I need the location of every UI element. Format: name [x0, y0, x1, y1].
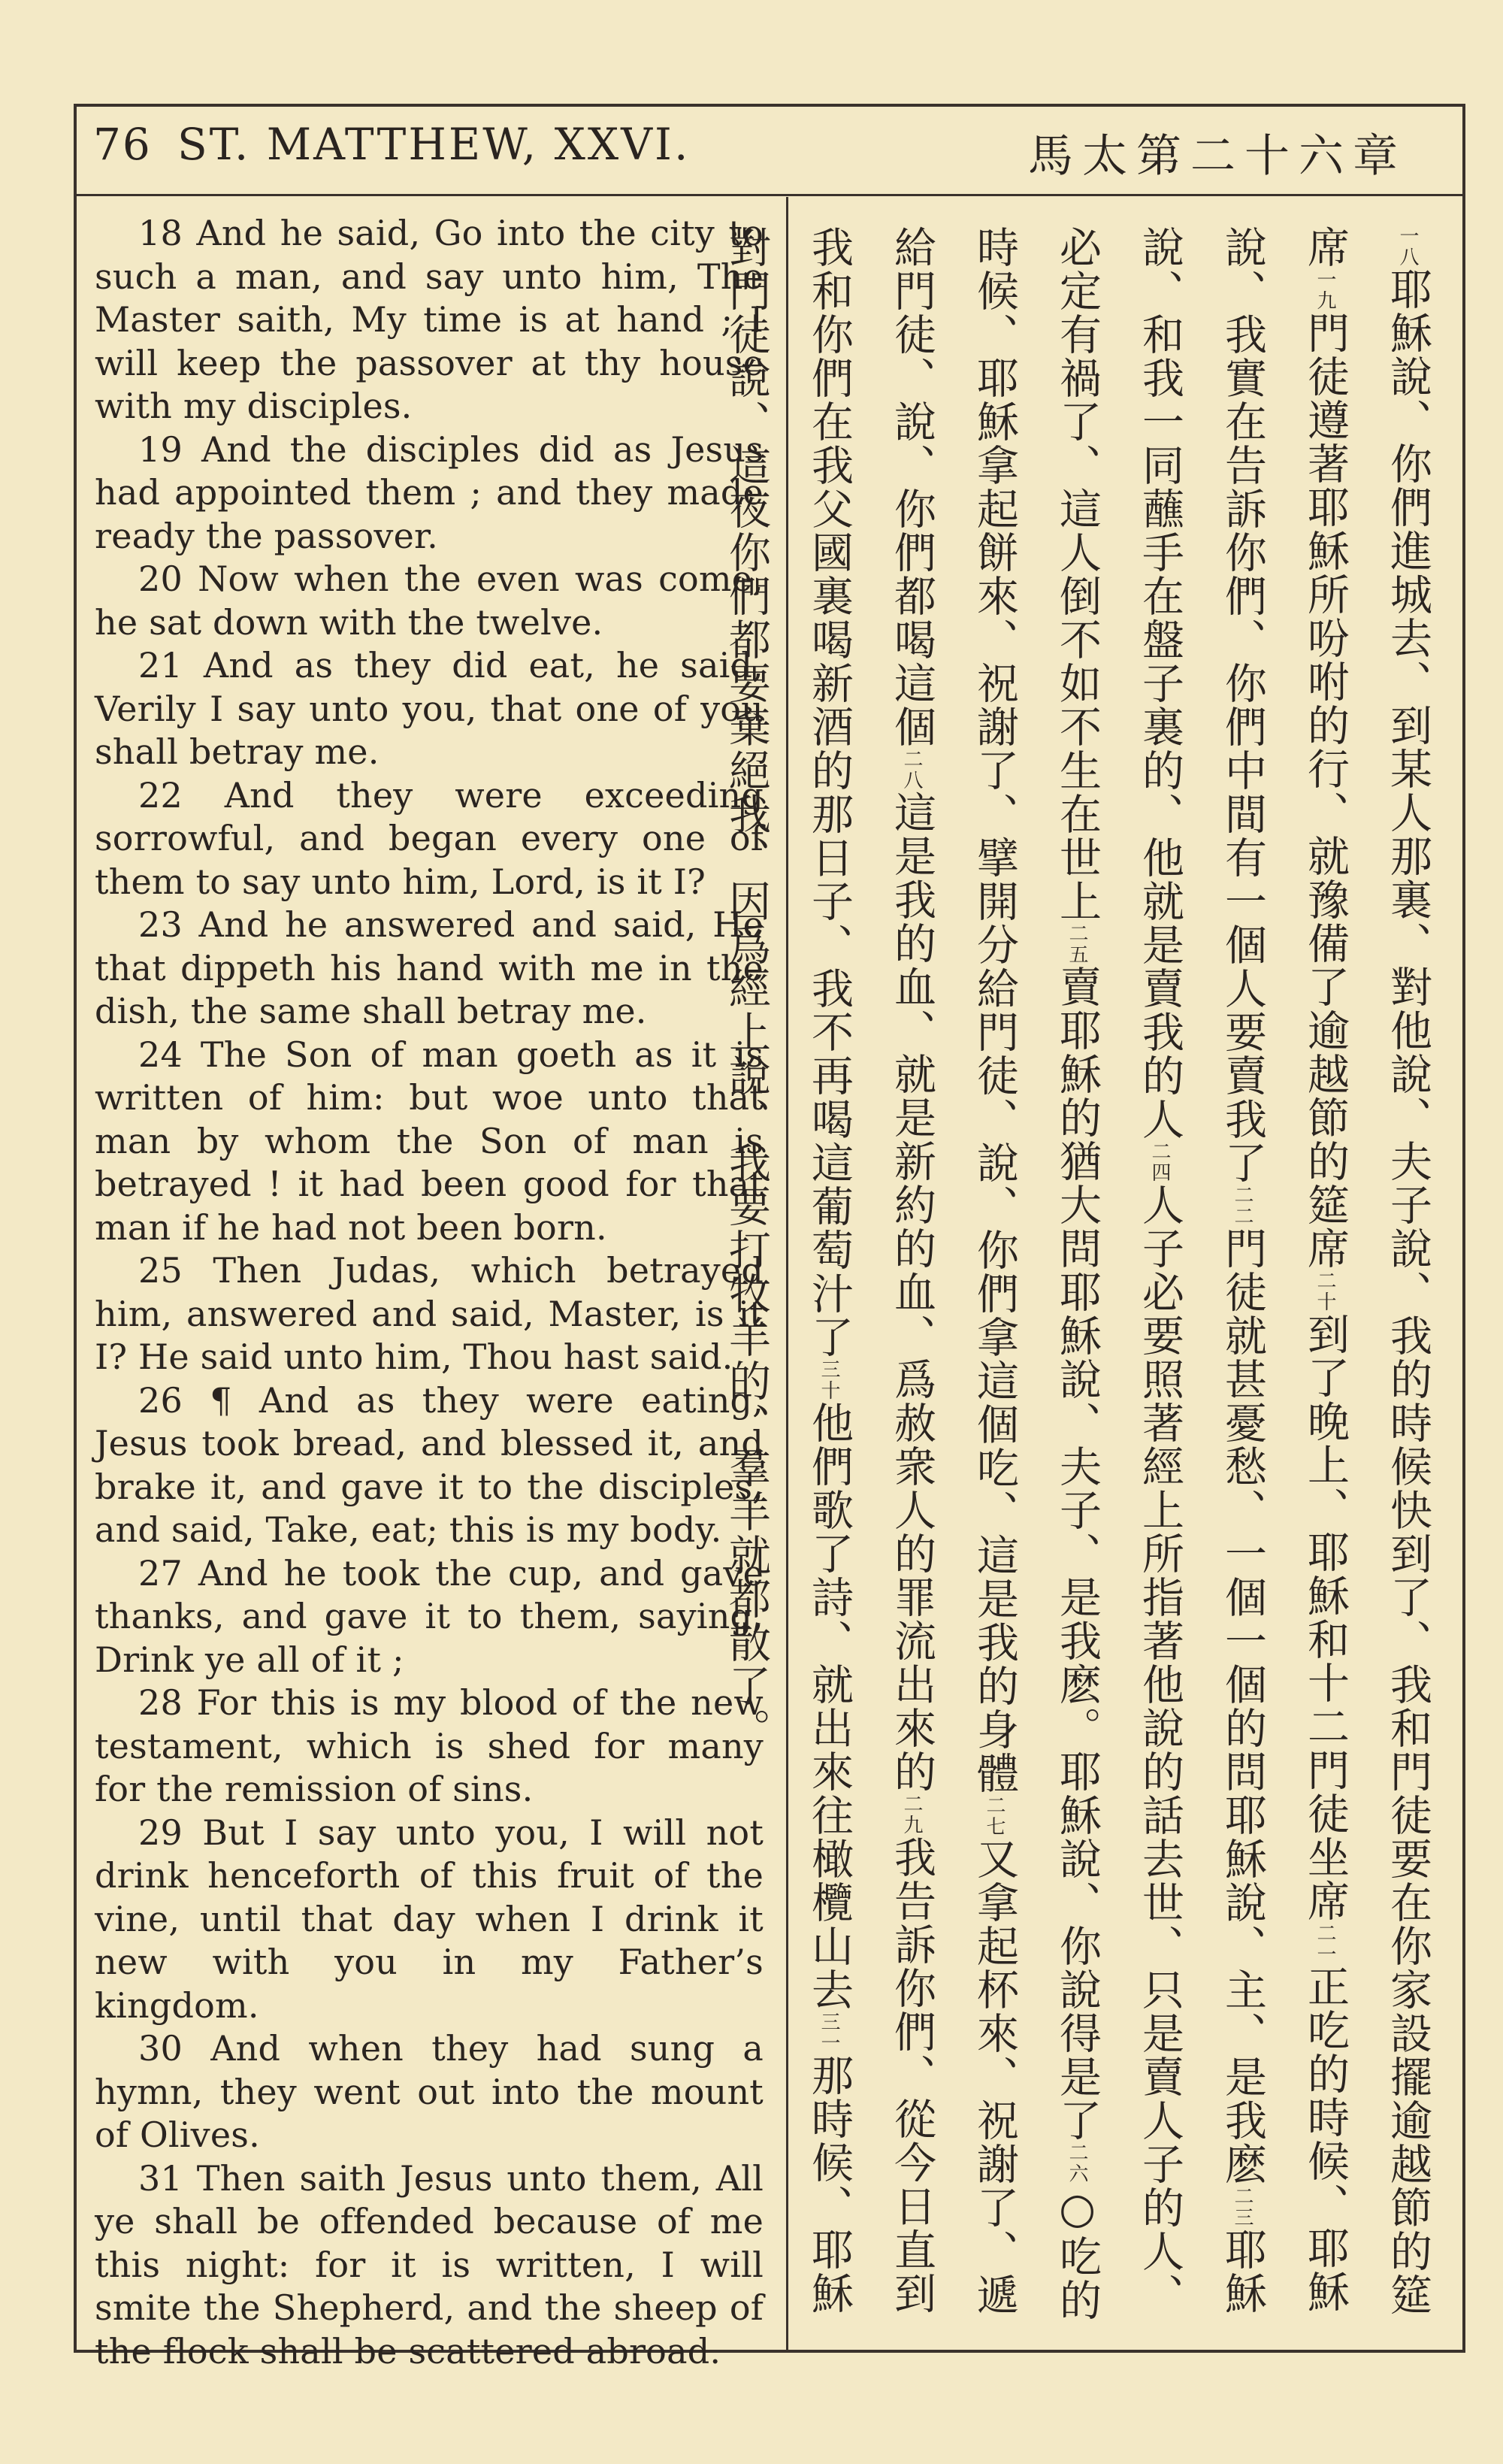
chinese-verse-number: 二七	[983, 1795, 1006, 1837]
chinese-verse-number: 二六	[1066, 2142, 1088, 2184]
english-verse: 19 And the disciples did as Jesus had appointed them ; and they made ready the passover.	[95, 428, 764, 556]
english-verse: 20 Now when the even was come, he sat down with the twelve.	[95, 558, 764, 643]
chinese-verse-number: 二一	[1314, 1923, 1336, 1965]
english-column	[95, 212, 764, 2373]
chinese-verse	[805, 1359, 854, 2011]
english-verse: 29 But I say unto you, I will not drink henceforth of this fruit of the vine, until that day when I drink it new with you in my Father’s kingdom.	[95, 1812, 764, 2026]
english-verse: 27 And he took the cup, and gave thanks, and gave it to them, saying, Drink ye all of it ;	[95, 1552, 764, 1680]
running-head: ST. MATTHEW, XXVI.	[177, 119, 691, 170]
header-rule	[74, 194, 1465, 196]
english-verse: 31 Then saith Jesus unto them, All ye shall be offended because of me this night: for it is written, I will smite the Shepherd, and the sheep of the flock shall be scattered abroad.	[95, 2157, 764, 2372]
chinese-verse	[1301, 1270, 1350, 1923]
english-verse: 26 ¶ And as they were eating, Jesus took bread, and blessed it, and brake it, and gave it to the disciples, and said, Take, eat; this is my body.	[95, 1379, 764, 1550]
chinese-verse	[888, 749, 936, 1794]
english-verse: 24 The Son of man goeth as it is written of him: but woe unto that man by whom the Son of man is betrayed ! it had been good for that man if he had not been born.	[95, 1034, 764, 1248]
chinese-verse-text: 人子必要照著經上所指著他說的話去世、只是賣人子的人、必定有禍了、這人倒不如不生在世上	[1053, 226, 1184, 2317]
chinese-verse-text: 又拿起杯來、祝謝了、遞給門徒、說、你們都喝這個	[888, 226, 1019, 2317]
chinese-verse-text: 正吃的時候、耶穌說、我實在告訴你們、你們中間有一個人要賣我了	[1218, 226, 1350, 2314]
chinese-verse-text: 賣耶穌的猶大問耶穌說、夫子、是我麽。耶穌說、你說得是了	[1053, 965, 1102, 2142]
chinese-verse-text: 耶穌說、你們進城去、到某人那裏、對他說、夫子說、我的時候快到了、我和門徒要在你家設擺逾越節的筵席	[1301, 226, 1432, 2317]
chinese-verse-text: 我告訴你們、從今日直到我和你們在我父國裏喝新酒的那日子、我不再喝這葡萄汁了	[805, 226, 936, 2315]
chinese-verse-number: 二八	[900, 749, 923, 791]
chinese-column	[722, 226, 1449, 2330]
chinese-verse-text: 這是我的血、就是新約的血、爲赦衆人的罪流出來的	[888, 791, 936, 1794]
chinese-verse-text: 耶穌說、和我一同蘸手在盤子裏的、他就是賣我的人	[1136, 226, 1267, 2315]
english-verse: 22 And they were exceeding sorrowful, and began every one of them to say unto him, Lord, is it I?	[95, 774, 764, 902]
page-number: 76	[93, 119, 152, 170]
english-verse: 18 And he said, Go into the city to such a man, and say unto him, The Master saith, My time is at hand ; I will keep the passover at thy house with my disciples.	[95, 213, 764, 426]
chinese-verse-text: 門徒就甚憂愁、一個一個的問耶穌說、主、是我麽	[1218, 1227, 1267, 2186]
english-verse: 23 And he answered and said, He that dippeth his hand with me in the dish, the same shall betray me.	[95, 904, 764, 1031]
chinese-verse	[1053, 923, 1102, 2142]
chinese-verse-number: 一九	[1314, 269, 1336, 311]
chinese-verse-number: 三十	[818, 1359, 840, 1401]
chinese-verse-number: 三一	[818, 2011, 840, 2054]
chinese-verse-number: 一八	[1396, 226, 1419, 268]
chinese-verse	[1218, 1185, 1267, 2186]
chinese-verse-text: 他們歌了詩、就出來往橄欖山去	[805, 1401, 854, 2011]
english-verse: 25 Then Judas, which betrayed him, answered and said, Master, is it I? He said unto him, Thou hast said.	[95, 1250, 764, 1377]
chinese-verse-text: ○吃的時候、耶穌拿起餅來、祝謝了、擘開分給門徒、說、你們拿這個吃、這是我的身體	[970, 226, 1102, 2322]
chinese-verse-text: 那時候、耶穌對門徒說、這夜你們都要棄絕我、因爲經上說、我要打牧羊的、羣羊就都散了。	[722, 226, 854, 2315]
chinese-verse	[1301, 269, 1350, 1270]
chinese-verse-number: 二二	[1231, 1185, 1254, 1227]
english-verse: 21 And as they did eat, he said, Verily I say unto you, that one of you shall betray me.	[95, 645, 764, 772]
chinese-verse-text: 到了晚上、耶穌和十二門徒坐席	[1301, 1312, 1350, 1923]
chinese-verse-number: 二三	[1231, 2186, 1254, 2228]
chinese-verse-number: 二十	[1314, 1270, 1336, 1312]
chinese-verse-text: 門徒遵著耶穌所吩咐的行、就豫備了逾越節的筵席	[1301, 311, 1350, 1270]
english-verse: 30 And when they had sung a hymn, they went out into the mount of Olives.	[95, 2028, 764, 2155]
chinese-verse-number: 二四	[1148, 1141, 1171, 1183]
english-verse: 28 For this is my blood of the new testament, which is shed for many for the remission of sins.	[95, 1682, 764, 1809]
chinese-verse-number: 二九	[900, 1794, 923, 1836]
chinese-running-head: 馬太第二十六章	[1028, 130, 1407, 183]
chinese-verse-number: 二五	[1066, 923, 1088, 965]
